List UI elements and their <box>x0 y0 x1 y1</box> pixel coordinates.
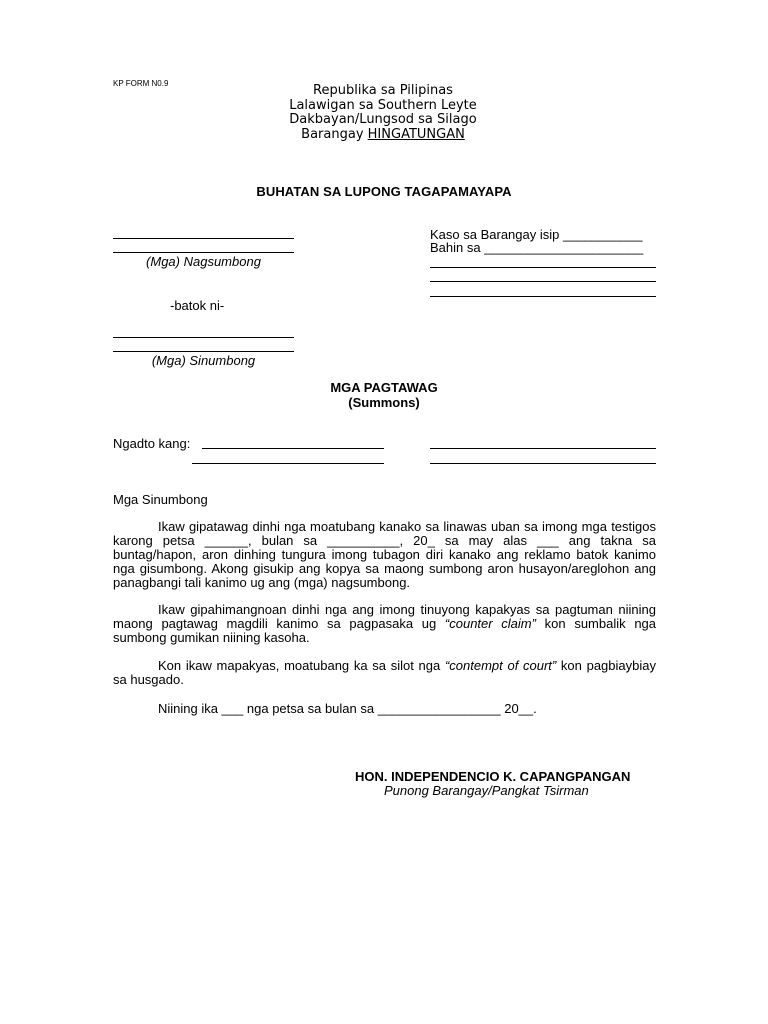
paragraph-summons <box>113 520 656 590</box>
paragraph-summons-text: Ikaw gipatawag dinhi nga moatubang kanako sa linawas uban sa imong mga testigos karong petsa ______, bulan sa __________, 20_ sa may alas ___ ang takna sa buntag/hapon, aron dinhing tungura imong tubagon diri kanako ang reklamo batok kanimo nga gisumbong. Akong gisukip ang kopya sa maong sumbong aron husayon/areglohon ang panagbangi tali kanimo ug ang (mga) nagsumbong. <box>113 519 656 590</box>
paragraph-warning-text-b: kon sumbalik nga sumbong gumikan niining kasoha. <box>113 616 657 645</box>
document-header <box>0 84 768 142</box>
signatory-name: HON. INDEPENDENCIO K. CAPANGPANGAN <box>355 769 631 784</box>
header-province: Lalawigan sa Southern Leyte <box>289 97 477 113</box>
addressee-to-label: Ngadto kang: <box>113 436 194 451</box>
header-republic: Republika sa Pilipinas <box>313 83 453 98</box>
header-barangay <box>0 128 768 143</box>
case-for-label: Bahin sa ______________________ <box>430 240 644 255</box>
case-number-label: Kaso sa Barangay isip ___________ <box>430 227 643 242</box>
paragraph-warning-text-a: Ikaw gipahimangnoan dinhi nga ang imong tinuyong kapakyas sa pagtuman niining maong pagtawag magdili kanimo sa pagpasaka ug <box>113 602 656 631</box>
addressee-blank-2[interactable] <box>192 463 384 464</box>
barangay-name: HINGATUNGAN <box>367 126 465 142</box>
paragraph-warning <box>113 603 656 645</box>
respondents-label: (Mga) Sinumbong <box>151 353 256 368</box>
paragraph-date <box>113 702 656 716</box>
case-blank-1[interactable] <box>430 267 656 268</box>
form-number: KP FORM N0.9 <box>113 79 169 88</box>
summons-subtitle: (Summons) <box>348 395 420 410</box>
header-municipality: Dakbayan/Lungsod sa Silago <box>289 112 477 127</box>
paragraph-contempt-text-b: kon pagbiaybiay sa husgado. <box>113 658 656 687</box>
summons-title: MGA PAGTAWAG <box>330 380 438 395</box>
barangay-prefix: Barangay <box>301 126 368 142</box>
complainant-blank-2[interactable] <box>113 252 294 253</box>
complainants-label: (Mga) Nagsumbong <box>146 254 261 269</box>
complainant-blank-1[interactable] <box>113 238 294 239</box>
paragraph-date-text: Niining ika ___ nga petsa sa bulan sa _________________ 20__. <box>158 701 537 716</box>
case-blank-3[interactable] <box>430 296 656 297</box>
counter-claim-term: “counter claim” <box>444 616 536 631</box>
page-title: BUHATAN SA LUPONG TAGAPAMAYAPA <box>256 184 512 199</box>
paragraph-contempt <box>113 659 656 687</box>
versus-label: -batok ni- <box>170 298 225 313</box>
respondent-blank-2[interactable] <box>113 351 294 352</box>
addressee-blank-1[interactable] <box>202 448 384 449</box>
case-blank-2[interactable] <box>430 281 656 282</box>
paragraph-contempt-text-a: Kon ikaw mapakyas, moatubang ka sa silot nga <box>158 658 445 673</box>
addressee-blank-3[interactable] <box>430 448 656 449</box>
addressee-blank-4[interactable] <box>430 463 656 464</box>
signatory-role: Punong Barangay/Pangkat Tsirman <box>384 783 589 798</box>
respondent-blank-1[interactable] <box>113 337 294 338</box>
addressee-label: Mga Sinumbong <box>113 492 208 507</box>
contempt-term: “contempt of court” <box>444 658 557 673</box>
